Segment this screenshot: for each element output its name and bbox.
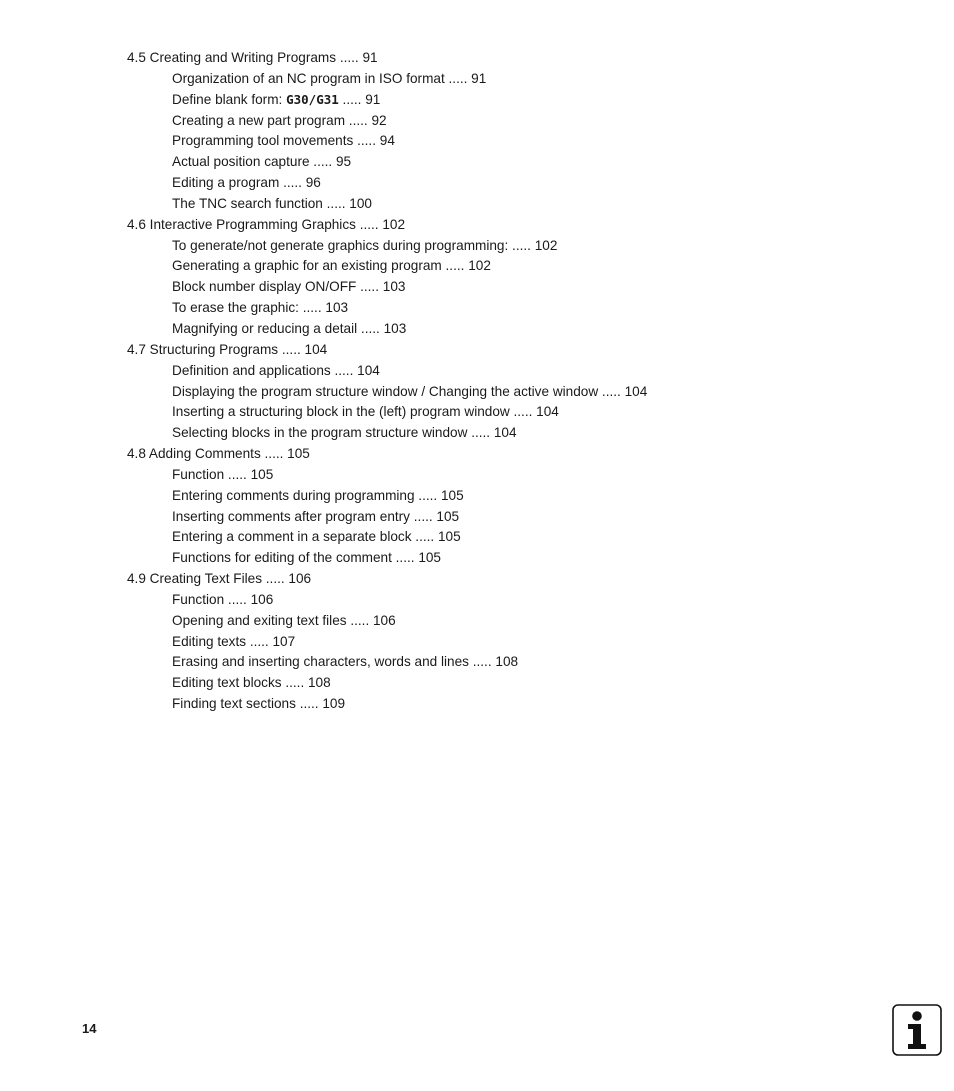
toc-entry-page: ..... 91: [338, 91, 381, 107]
toc-section: 4.9 Creating Text Files ..... 106: [127, 571, 312, 587]
toc-section: 4.8 Adding Comments ..... 105: [127, 446, 310, 462]
toc-entry: Erasing and inserting characters, words and lines ..... 108: [172, 654, 519, 670]
toc-entry: Definition and applications ..... 104: [172, 362, 380, 378]
toc-entry: Function ..... 106: [172, 591, 274, 607]
toc-entry-code: G30/G31: [286, 91, 339, 107]
toc-entry: Displaying the program structure window / Changing the active window ..... 104: [172, 383, 648, 399]
toc-entry: Editing text blocks ..... 108: [172, 675, 331, 691]
toc-entry: Opening and exiting text files ..... 106: [172, 612, 396, 628]
toc-entry: Inserting comments after program entry ..... 105: [172, 508, 460, 524]
toc-entry: Magnifying or reducing a detail ..... 103: [172, 320, 407, 336]
toc-entry: To erase the graphic: ..... 103: [172, 300, 349, 316]
toc-entry: Functions for editing of the comment ..... 105: [172, 550, 441, 566]
toc-entry: Inserting a structuring block in the (left) program window ..... 104: [172, 404, 559, 420]
toc-entry: Creating a new part program ..... 92: [172, 112, 387, 128]
toc-entry: Organization of an NC program in ISO format ..... 91: [172, 70, 487, 86]
table-of-contents: [127, 48, 907, 715]
toc-entry: Editing a program ..... 96: [172, 175, 321, 191]
toc-entry: Function ..... 105: [172, 466, 274, 482]
page-number: 14: [82, 1021, 97, 1036]
info-icon: [892, 1004, 942, 1056]
toc-section: 4.7 Structuring Programs ..... 104: [127, 341, 328, 357]
toc-entry: Selecting blocks in the program structure window ..... 104: [172, 425, 517, 441]
toc-entry: Generating a graphic for an existing program ..... 102: [172, 258, 491, 274]
toc-section: 4.5 Creating and Writing Programs ..... 91: [127, 50, 378, 65]
toc-entry: Block number display ON/OFF ..... 103: [172, 279, 406, 295]
toc-entry: [127, 90, 907, 111]
toc-entry: Entering comments during programming ..... 105: [172, 487, 464, 503]
toc-entry: Editing texts ..... 107: [172, 633, 296, 649]
toc-entry: Actual position capture ..... 95: [172, 154, 352, 170]
toc-entry: Finding text sections ..... 109: [172, 696, 346, 712]
toc-entry-label: Define blank form:: [172, 91, 287, 107]
toc-entry: The TNC search function ..... 100: [172, 195, 372, 211]
toc-entry: Programming tool movements ..... 94: [172, 133, 395, 149]
toc-entry: To generate/not generate graphics during programming: ..... 102: [172, 237, 558, 253]
toc-entry: Entering a comment in a separate block ..... 105: [172, 529, 461, 545]
toc-section: 4.6 Interactive Programming Graphics ..... 102: [127, 216, 406, 232]
